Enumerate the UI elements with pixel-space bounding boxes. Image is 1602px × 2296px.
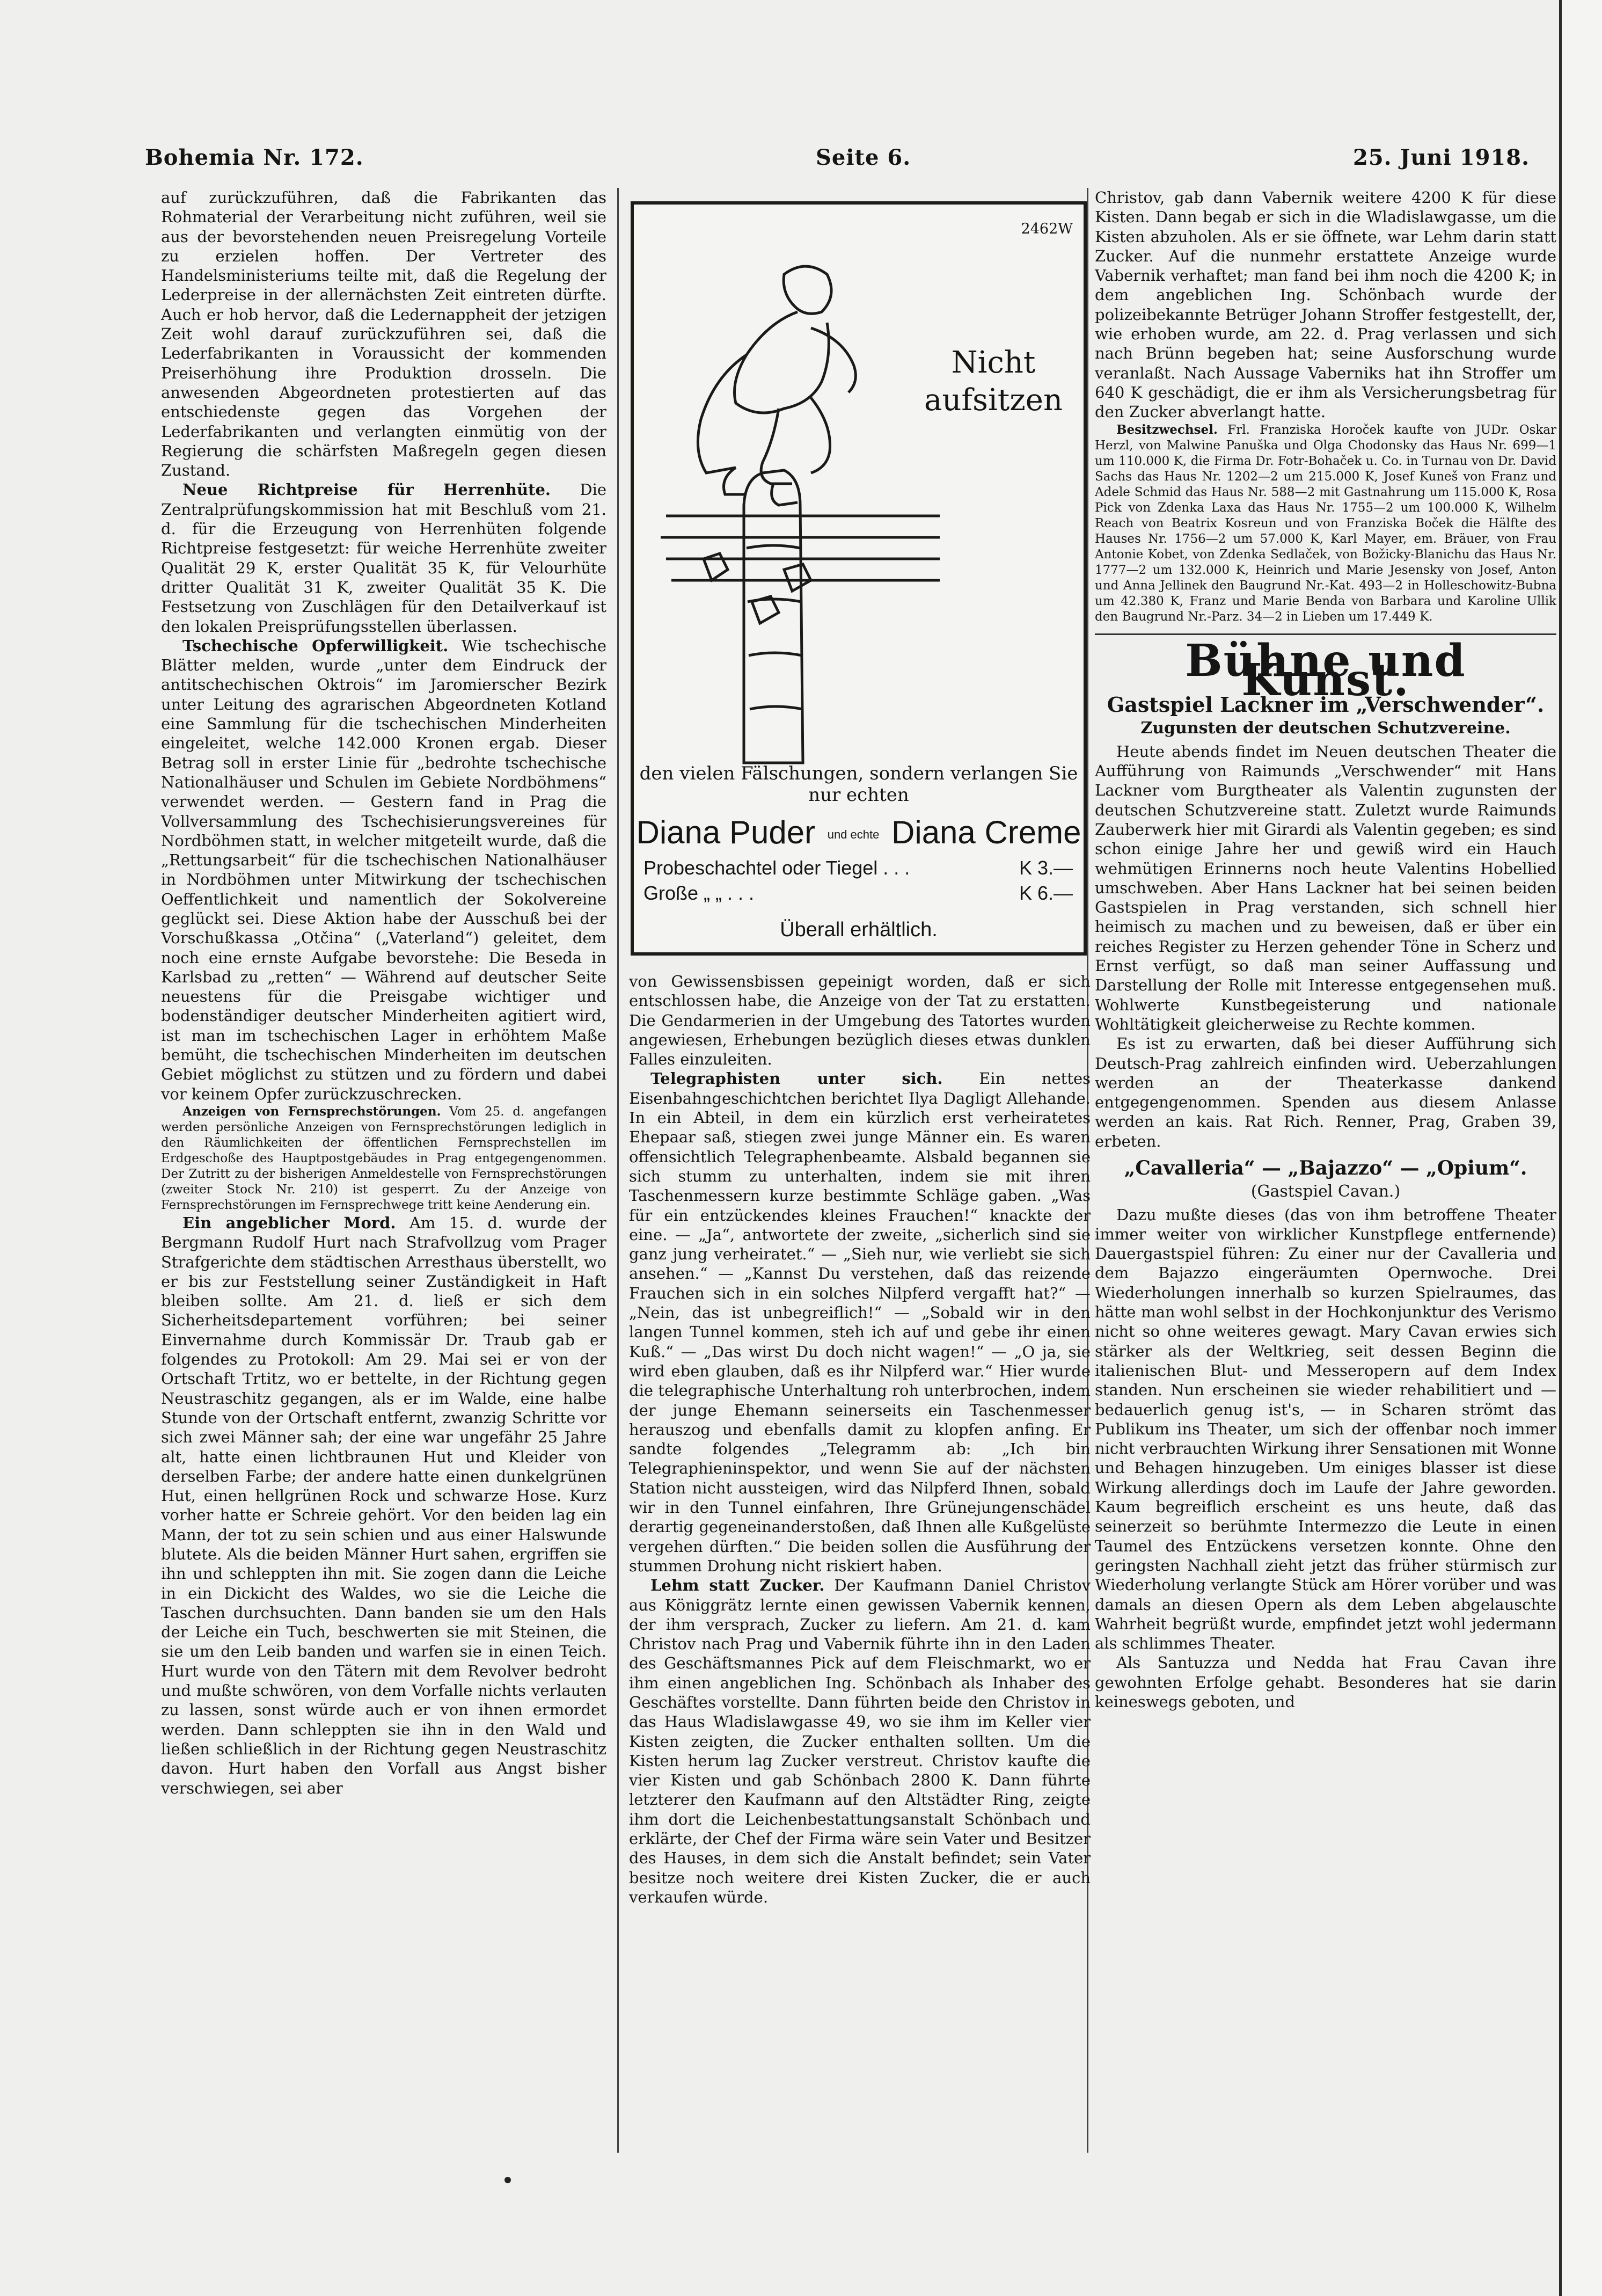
ad-foot-text: den vielen Fälschungen, sondern verlangen Sie nur echten xyxy=(639,763,1078,806)
ad-brands xyxy=(634,814,1084,851)
price-value-2: K 6.— xyxy=(1019,882,1073,904)
headline-besitzwechsel: Besitzwechsel. xyxy=(1116,422,1218,437)
headline-opferwilligkeit: Tschechische Opferwilligkeit. xyxy=(182,636,449,655)
article-telegraphisten: Ein nettes Eisenbahngeschichtchen berichtet Ilya Dagligt Allehande. In ein Abteil, in dem ein kürzlich erst verheiratetes Ehepaar saß, stiegen zwei junge Männer ein. Es waren offensichtlich Telegraphenbeamte. Alsbald begannen sie sich stumm zu unterhalten, indem sie mit ihren Taschenmessern kurze bestimmte Schläge gaben. „Was für ein entzückendes kleines Frauchen!“ knackte der eine. — „Ja“, antwortete der zweite, „sicherlich sind sie ganz jung verheiratet.“ — „Sieh nur, wie verliebt sie sich ansehen.“ — „Kannst Du verstehen, daß das reizende Frauchen sich in ein solches Nilpferd vergafft hat?“ — „Nein, das ist unbegreiflich!“ — „Sobald wir in den langen Tunnel kommen, steh ich auf und gebe ihr einen Kuß.“ — „Das wirst Du doch nicht wagen!“ — „O ja, sie wird eben glauben, daß es ihr Nilpferd war.“ Hier wurde die telegraphische Unterhaltung roh unterbrochen, indem der junge Ehemann seinerseits ein Taschenmesser herauszog und ebenfalls damit zu klopfen anfing. Er sandte folgendes „Telegramm ab: „Ich bin Telegraphieninspektor, und wenn Sie auf der nächsten Station nicht aussteigen, wird das Nilpferd Ihnen, sobald wir in den Tunnel einfahren, Ihre Grünejungenschädel derartig gegeneinanderstoßen, daß Ihnen alle Kußgelüste vergehen dürften.“ Die beiden sollen die Ausführung der stummen Drohung nicht riskiert haben. xyxy=(629,1069,1091,1575)
subheadline-schutzvereine: Zugunsten der deutschen Schutzvereine. xyxy=(1140,719,1511,738)
man-on-post-illustration xyxy=(650,226,950,774)
article-leather-continued: auf zurückzuführen, daß die Fabrikanten das Rohmaterial der Verarbeitung nicht zuführen, weil sie aus der bevorstehenden neuen Preisregelung Vorteile zu erzielen hoffen. Der Vertreter des Handelsministeriums teilte mit, daß die Regelung der Lederpreise in der allernächsten Zeit eintreten dürfte. Auch er hob hervor, daß die Ledernappheit der jetzigen Zeit wohl darauf zurückzuführen sei, daß die Lederfabrikanten in Voraussicht der kommenden Preiserhöhung ihre Produktion drosseln. Die anwesenden Abgeordneten protestierten auf das entschiedenste gegen das Vorgehen der Lederfabrikanten und verlangten einmütig von der Regierung die schärfsten Maßregeln gegen diesen Zustand. xyxy=(161,188,606,480)
ad-availability: Überall erhältlich. xyxy=(780,919,938,941)
brand-diana-creme: Diana Creme xyxy=(891,814,1081,850)
headline-mord: Ein angeblicher Mord. xyxy=(182,1213,396,1232)
article-besitzwechsel: Frl. Franziska Horoček kaufte von JUDr. Oskar Herzl, von Malwine Panuška und Olga Chodonsky das Haus Nr. 699—1 um 110.000 K, die Firma Dr. Fotr-Bohaček u. Co. in Turnau von Dr. David Sachs das Haus Nr. 1202—2 um 215.000 K, Josef Kuneš von Franz und Adele Schmid das Haus Nr. 588—2 mit Gastnahrung um 115.000 K, Rosa Pick von Zdenka Laxa das Haus Nr. 1755—2 um 100.000 K, Wilhelm Reach von Beatrix Kosreun und von Franziska Boček die Hälfte des Hauses Nr. 1756—2 um 57.000 K, Karl Mayer, em. Bräuer, von Frau Antonie Kobet, von Zdenka Sedlaček, von Božicky-Blanichu das Haus Nr. 1777—2 um 132.000 K, Heinrich und Marie Jesensky von Josef, Anton und Anna Jellinek den Baugrund Nr.-Kat. 493—2 in Holleschowitz-Bubna um 42.380 K, Franz und Marie Benda von Barbara und Karoline Ullik den Baugrund Nr.-Parz. 34—2 in Lieben um 17.449 K. xyxy=(1095,422,1556,624)
ad-code: 2462W xyxy=(1021,221,1073,237)
brand-diana-puder: Diana Puder xyxy=(636,814,816,850)
ad-price-row-1 xyxy=(643,857,1073,879)
ad-price-row-2 xyxy=(643,882,1073,905)
ad-headline: Nicht aufsitzen xyxy=(924,345,1063,418)
article-mord: Am 15. d. wurde der Bergmann Rudolf Hurt nach Strafvollzug vom Prager Strafgerichte dem städtischen Arresthaus überstellt, wo er bis zur Feststellung seiner Zuständigkeit in Haft bleiben sollte. Am 21. d. ließ er sich dem Sicherheitsdepartement vorführen; bei seiner Einvernahme durch Kommissär Dr. Traub gab er folgendes zu Protokoll: Am 29. Mai sei er von der Ortschaft Trtitz, wo er bettelte, in der Richtung gegen Neustraschitz gegangen, als er im Walde, eine halbe Stunde von der Ortschaft entfernt, zwanzig Schritte vor sich zwei Männer sah; der eine war ungefähr 25 Jahre alt, hatte einen lichtbraunen Hut und Kleider von derselben Farbe; der andere hatte einen dunkelgrünen Hut, einen hellgrünen Rock und schwarze Hose. Kurz vorher hatte er Schreie gehört. Vor den beiden lag ein Mann, der tot zu sein schien und aus einer Halswunde blutete. Als die beiden Männer Hurt sahen, ergriffen sie ihn und schleppten ihn mit. Sie zogen dann die Leiche in ein Dickicht des Waldes, wo sie die Leiche die Taschen durchsuchten. Dann banden sie um den Hals der Leiche ein Tuch, beschwerten sie mit Steinen, die sie um den Leib banden und warfen sie in einen Teich. Hurt wurde von den Tätern mit dem Revolver bedroht und mußte schwören, von dem Vorfalle nichts verlauten zu lassen, sonst würde auch er von ihnen ermordet werden. Dann schleppten sie ihn in den Wald und ließen schließlich in der Richtung gegen Neustraschitz davon. Hurt haben den Vorfall aus Angst bisher verschwiegen, sei aber xyxy=(161,1213,606,1797)
diana-advertisement xyxy=(631,201,1087,956)
column-1 xyxy=(161,188,606,1798)
page-header xyxy=(145,145,1530,183)
column-rule-1 xyxy=(617,188,619,2153)
article-opferwilligkeit: Wie tschechische Blätter melden, wurde „unter dem Eindruck der antitschechischen Oktrois“ im Jaromierscher Bezirk unter Leitung des agrarischen Abgeordneten Kotland eine Sammlung für die tschechischen Minderheiten eingeleitet, welche 142.000 Kronen ergab. Dieser Betrag soll in erster Linie für „bedrohte tschechische Nationalhäuser und Schulen im Gebiete Nordböhmens“ verwendet werden. — Gestern fand in Prag die Vollversammlung des Tschechisierungsvereines für Nordböhmen statt, in welcher mitgeteilt wurde, daß die „Rettungsarbeit“ für die tschechischen Nationalhäuser in Nordböhmen unter Mitwirkung der tschechischen Oeffentlichkeit und namentlich der Sokolvereine geglückt sei. Diese Aktion habe der Ausschuß bei der Vorschußkassa „Otčina“ („Vaterland“) geleitet, dem noch eine ernste Aufgabe bevorstehe: Die Beseda in Karlsbad zu „retten“ — Während auf deutscher Seite neuestens für die Preisgabe wichtiger und bodenständiger deutscher Minderheiten agitiert wird, ist man im tschechischen Lager in erhöhtem Maße bemüht, die tschechischen Minderheiten im deutschen Gebiet möglichst zu stützen und zu fördern und dabei vor keinem Opfer zurückzuschrecken. xyxy=(161,636,606,1103)
article-lehm: Der Kaufmann Daniel Christov aus Königgrätz lernte einen gewissen Vabernik kennen, der ihm versprach, Zucker zu liefern. Am 21. d. kam Christov nach Prag und Vabernik führte ihn in den Laden des Geschäftsmannes Pick auf dem Fleischmarkt, wo er ihm einen angeblichen Ing. Schönbach als Inhaber des Geschäftes vorstellte. Dann führten beide den Christov in das Haus Wladislawgasse 49, wo sie ihm im Keller vier Kisten zeigten, die Zucker enthalten sollten. Um die Kisten herum lag Zucker verstreut. Christov kaufte die vier Kisten und gab Schönbach 2800 K. Dann führte letzterer den Kaufmann auf den Altstädter Ring, zeigte ihm dort die Leichenbestattungsanstalt Schönbach und erklärte, der Chef der Firma wäre sein Vater und Besitzer des Hauses, in dem sich die Anstalt befindet; sein Vater besitze noch weitere drei Kisten Zucker, die er auch verkaufen würde. xyxy=(629,1576,1091,1906)
headline-fernsprech: Anzeigen von Fernsprechstörungen. xyxy=(182,1104,441,1119)
section-title: Bühne und Kunst. xyxy=(1185,635,1466,706)
article-gastspiel-lackner: Heute abends findet im Neuen deutschen Theater die Aufführung von Raimunds „Verschwender“ mit Hans Lackner vom Burgtheater als Valentin zugunsten der deutschen Schutzvereine statt. Zuletzt wurde Raimunds Zauberwerk hier mit Girardi als Valentin gegeben; es sind schon einige Jahre her und gewiß wird ein Hauch wehmütigen Erinnerns noch heute Valentins Hobellied umschweben. Aber Hans Lackner hat bei seinen beiden Gastspielen in Prag verstanden, sich schnell hier heimisch zu machen und zu beweisen, daß er über ein reiches Register zu Herzen gehender Töne in Scherz und Ernst verfügt, so daß man seiner Auffassung und Darstellung der Rolle mit Interesse entgegensehen muß. Wohlwerte Kunstbegeisterung und nationale Wohltätigkeit gleicherweise zu Rechte kommen. xyxy=(1095,742,1556,1033)
article-gastspiel-note: Es ist zu erwarten, daß bei dieser Aufführung sich Deutsch-Prag zahlreich einfinden wird. Ueberzahlungen werden an der Theaterkasse dankend entgegengenommen. Spenden aus diesem Anlasse werden an kais. Rat Rich. Renner, Prag, Graben 39, erbeten. xyxy=(1095,1034,1556,1150)
header-page-number: Seite 6. xyxy=(816,145,911,170)
column-2 xyxy=(629,972,1091,1907)
headline-lehm: Lehm statt Zucker. xyxy=(650,1576,825,1595)
price-label-1: Probeschachtel oder Tiegel . . . xyxy=(643,857,910,879)
page-edge xyxy=(1559,0,1602,2296)
header-date: 25. Juni 1918. xyxy=(1353,145,1530,170)
column-3 xyxy=(1095,188,1556,1711)
headline-cavalleria: „Cavalleria“ — „Bajazzo“ — „Opium“. xyxy=(1124,1156,1527,1179)
subheadline-cavan: (Gastspiel Cavan.) xyxy=(1250,1182,1401,1201)
article-cavalleria-2: Als Santuzza und Nedda hat Frau Cavan ihre gewohnten Erfolge gehabt. Besonderes hat sie darin keineswegs geboten, und xyxy=(1095,1653,1556,1711)
article-richtpreise: Die Zentralprüfungskommission hat mit Beschluß vom 21. d. für die Erzeugung von Herrenhüten folgende Richtpreise festgesetzt: für weiche Herrenhüte zweiter Qualität 29 K, erster Qualität 35 K, für Velourhüte dritter Qualität 31 K, zweiter Qualität 35 K. Die Festsetzung von Zuschlägen für den Detailverkauf ist den lokalen Preisprüfungsstellen überlassen. xyxy=(161,480,607,636)
article-fernsprech: Vom 25. d. angefangen werden persönliche Anzeigen von Fernsprechstörungen lediglich in den Räumlichkeiten der öffentlichen Fernsprechstellen im Erdgeschoße des Hauptpostgebäudes in Prag entgegengenommen. Der Zutritt zu der bisherigen Anmeldestelle von Fernsprechstörungen (zweiter Stock Nr. 210) ist gesperrt. Zu der Anzeige von Fernsprechstörungen im Fernsprechwege tritt keine Aenderung ein. xyxy=(161,1104,607,1212)
headline-telegraphisten: Telegraphisten unter sich. xyxy=(650,1069,943,1088)
price-value-1: K 3.— xyxy=(1019,857,1073,879)
ink-dot xyxy=(504,2177,511,2183)
headline-gastspiel-lackner: Gastspiel Lackner im „Verschwender“. xyxy=(1107,693,1545,717)
article-mord-continued: von Gewissensbissen gepeinigt worden, daß er sich entschlossen habe, die Anzeige von der Tat zu erstatten. Die Gendarmerien in der Umgebung des Tatortes wurden angewiesen, Erhebungen bezüglich dieses etwas dunklen Falles einzuleiten. xyxy=(629,972,1091,1069)
headline-richtpreise: Neue Richtpreise für Herrenhüte. xyxy=(182,480,551,499)
article-cavalleria: Dazu mußte dieses (das von ihm betroffene Theater immer weiter von wirklicher Kunstpflege entfernende) Dauergastspiel führen: Zu einer nur der Cavalleria und dem Bajazzo eingeräumten Opernwoche. Drei Wiederholungen innerhalb so kurzen Spielraumes, das hätte man wohl selbst in der Hochkonjunktur des Verismo nicht so ohne weiteres gewagt. Mary Cavan erwies sich stärker als der Weltkrieg, seit dessen Beginn die italienischen Blut- und Messeropern auf dem Index standen. Nun erscheinen sie wieder rehabilitiert und — bedauerlich genug ist's, — in Scharen strömt das Publikum ins Theater, um sich der offenbar noch immer nicht verbrauchten Wirkung ihrer Sensationen mit Wonne und Behagen hinzugeben. Um einiges blasser ist diese Wirkung allerdings doch im Laufe der Jahre geworden. Kaum begreiflich erscheint es uns heute, daß das seinerzeit so berühmte Intermezzo die Leute in einen Taumel des Entzückens versetzen konnte. Ohne den geringsten Nachhall zieht jetzt das früher stürmisch zur Wiederholung verlangte Stück am Hörer vorüber und was damals an diesen Opern als dem Leben abgelauschte Wahrheit begrüßt wurde, empfindet jetzt wohl jedermann als schlimmes Theater. xyxy=(1095,1205,1556,1653)
article-lehm-continued: Christov, gab dann Vabernik weitere 4200 K für diese Kisten. Dann begab er sich in die Wladislawgasse, um die Kisten abzuholen. Als er sie öffnete, war Lehm darin statt Zucker. Auf die nunmehr erstattete Anzeige wurde Vabernik verhaftet; man fand bei ihm noch die 4200 K; in dem angeblichen Ing. Schönbach wurde der polizeibekannte Betrüger Johann Stroffer festgestellt, der, wie erhoben wurde, am 22. d. Prag verlassen und sich nach Brünn begeben hat; seine Ausforschung wurde veranlaßt. Nach Aussage Vaberniks hat ihn Stroffer um 640 K geschädigt, die er ihm als Versicherungsbetrag für den Zucker abverlangt hatte. xyxy=(1095,188,1556,421)
brand-conjunction: und echte xyxy=(827,828,880,842)
header-newspaper-issue: Bohemia Nr. 172. xyxy=(145,145,364,170)
price-label-2: Große „ „ . . . xyxy=(643,882,755,904)
